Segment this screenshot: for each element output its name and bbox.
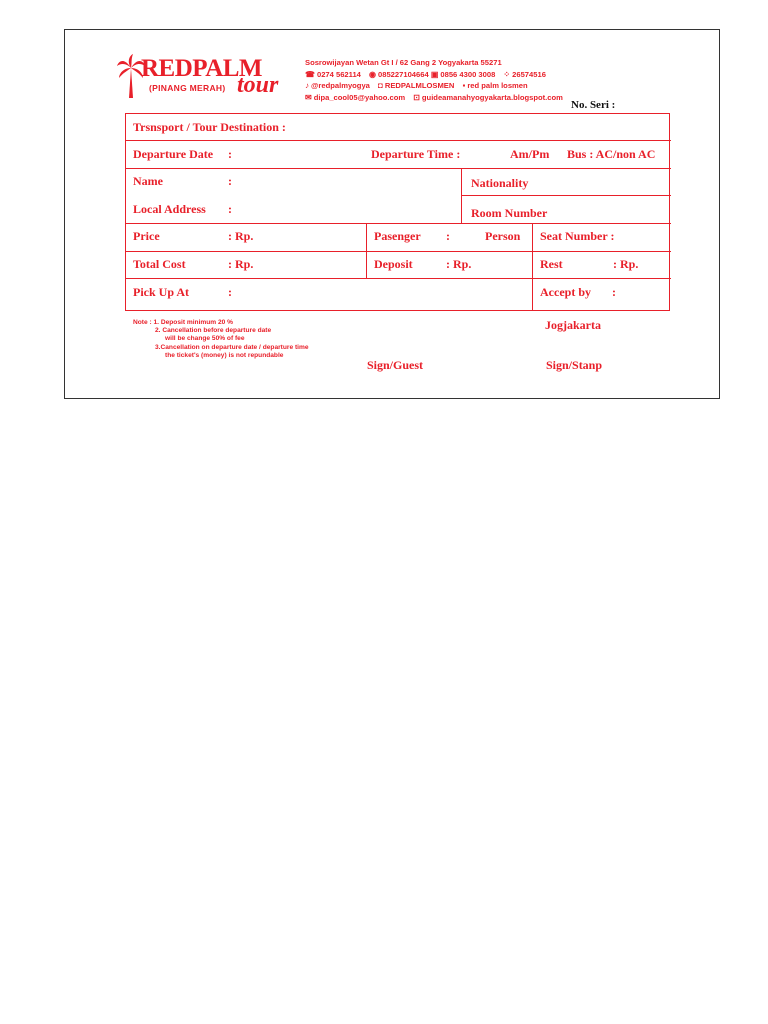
sign-stamp-label: Sign/Stanp [546, 358, 603, 372]
phone-icon: ☎ [305, 69, 315, 79]
mobile-icon: ▣ [430, 69, 439, 79]
note-line: Note : 1. Deposit minimum 20 % [133, 319, 234, 326]
nationality-label: Nationality [471, 176, 529, 190]
twitter-icon: ♪ [305, 81, 309, 90]
seat-number-label: Seat Number : [540, 229, 615, 243]
departure-time-label: Departure Time : [371, 147, 461, 161]
email-icon: ✉ [305, 92, 312, 102]
total-cost-value: : Rp. [228, 257, 254, 271]
price-value: : Rp. [228, 229, 254, 243]
bus-type-label: Bus : AC/non AC [567, 147, 656, 161]
brand-logo [117, 54, 297, 106]
passenger-colon: : [446, 229, 450, 243]
person-label: Person [485, 229, 521, 243]
local-address-label: Local Address [133, 202, 206, 216]
room-number-label: Room Number [471, 206, 548, 220]
serial-number-label: No. Seri : [571, 99, 616, 111]
mobile-text: 0856 4300 3008 [440, 69, 496, 79]
row-divider [126, 140, 671, 141]
column-divider [366, 223, 367, 278]
phone-text: 0274 562114 [316, 69, 361, 79]
accept-by-label: Accept by [540, 285, 591, 299]
deposit-label: Deposit [374, 257, 413, 271]
instagram-text: REDPALMLOSMEN [384, 81, 455, 90]
whatsapp-text: 085227104664 [378, 69, 429, 79]
whatsapp-icon: ◉ [369, 69, 377, 79]
deposit-value: : Rp. [446, 257, 472, 271]
note-line: 2. Cancellation before departure date [155, 327, 272, 335]
rest-label: Rest [540, 257, 563, 271]
ticket-card [64, 29, 720, 399]
row-divider [461, 195, 671, 196]
twitter-text: @redpalmyogya [311, 81, 370, 90]
row-divider [126, 168, 671, 169]
price-label: Price [133, 229, 160, 243]
row-divider [126, 223, 671, 224]
name-colon: : [228, 174, 232, 188]
note-line: 3.Cancellation on departure date / departure time [155, 343, 309, 351]
booking-form [125, 113, 670, 311]
local-address-colon: : [228, 202, 232, 216]
instagram-icon: ◘ [378, 81, 383, 90]
row-divider [126, 278, 671, 279]
name-label: Name [133, 174, 163, 188]
bbm-pin-icon: ⁘ [503, 69, 511, 79]
pickup-colon: : [228, 285, 232, 299]
am-pm-label: Am/Pm [510, 147, 550, 161]
column-divider [461, 168, 462, 223]
brand-name: REDPALM [141, 55, 263, 82]
departure-date-label: Departure Date [133, 147, 214, 161]
city-label: Jogjakarta [545, 318, 601, 332]
sign-guest-label: Sign/Guest [367, 358, 424, 372]
pickup-label: Pick Up At [133, 285, 190, 299]
facebook-text: red palm losmen [467, 81, 528, 90]
website-text: guideamanahyogyakarta.blogspot.com [421, 92, 563, 102]
departure-date-colon: : [228, 147, 232, 161]
row-divider [126, 251, 671, 252]
brand-subtitle: (PINANG MERAH) [149, 83, 226, 93]
pin-text: 26574516 [512, 69, 546, 79]
note-line: will be change 50% of fee [165, 335, 245, 343]
email-text: dipa_cool05@yahoo.com [313, 92, 406, 102]
destination-label: Trsnsport / Tour Destination : [133, 120, 286, 134]
address-text: Sosrowijayan Wetan Gt I / 62 Gang 2 Yogyakarta 55271 [305, 58, 502, 67]
passenger-label: Pasenger [374, 229, 421, 243]
rest-value: : Rp. [613, 257, 639, 271]
website-icon: ⊡ [413, 92, 420, 102]
accept-by-colon: : [612, 285, 616, 299]
facebook-icon: ▪ [462, 81, 466, 90]
column-divider [532, 223, 533, 311]
contact-block [305, 57, 563, 103]
brand-tagline: tour [237, 72, 279, 98]
note-line: the ticket's (money) is not repundable [165, 351, 284, 359]
total-cost-label: Total Cost [133, 257, 186, 271]
notes-block [133, 319, 309, 360]
